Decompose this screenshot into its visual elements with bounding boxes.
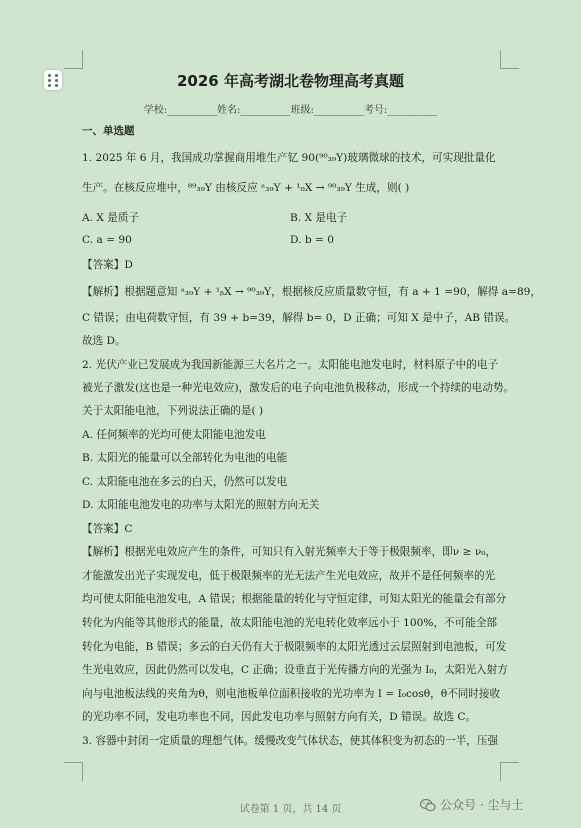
q2-stem-line-3: 关于太阳能电池，下列说法正确的是( ) [82,405,264,417]
q2-analysis-line-2: 才能激发出光子实现发电，低于极限频率的光无法产生光电效应，故并不是任何频率的光 [82,570,496,582]
section-heading: 一、单选题 [82,125,135,137]
q1-analysis-line-3: 故选 D。 [82,335,126,347]
wechat-icon [420,798,436,812]
q1-analysis-line-2: C 错误；由电荷数守恒，有 39 + b=39，解得 b= 0，D 正确；可知 X 是中子，AB 错误。 [82,312,516,324]
q1-stem-line-2: 生产。在核反应堆中，⁸⁹₃₉Y 由核反应 ᵃ₃₉Y + ¹₀X → ⁹⁰₃₉Y 生成，则( ) [82,182,410,194]
q2-answer: 【答案】C [82,523,133,535]
watermark-text: 公众号 · 尘与土 [440,798,524,812]
q2-analysis-line-6: 生光电效应，因此仍然可以发电，C 正确；设垂直于光传播方向的光强为 I₀，太阳光入射方 [82,664,508,676]
document-title: 2026 年高考湖北卷物理高考真题 [177,72,404,90]
q2-analysis-line-8: 的光功率不同，发电功率也不同，因此发电功率与照射方向有关，D 错误。故选 C。 [82,711,477,723]
q1-option-b: B. X 是电子 [290,212,348,224]
q1-option-d: D. b = 0 [290,234,334,246]
q2-analysis-line-5: 转化为电能，B 错误；多云的白天仍有大于极限频率的太阳光透过云层照射到电池板，可发 [82,641,507,653]
crop-mark-bottom-right [500,762,519,781]
q1-stem-line-1: 1. 2025 年 6 月，我国成功掌握商用堆生产钇 90(⁹⁰₃₉Y)玻璃微球的技术，可实现批量化 [82,152,496,164]
q2-analysis-line-4: 转化为内能等其他形式的能量，故太阳能电池的光电转化效率远小于 100%，不可能全部 [82,617,498,629]
watermark [420,796,523,813]
crop-mark-top-right [500,50,519,69]
q3-stem-line-1: 3. 容器中封闭一定质量的理想气体。缓慢改变气体状态，使其体积变为初态的一半，压强 [82,735,499,747]
q2-analysis-line-1: 【解析】根据光电效应产生的条件，可知只有入射光频率大于等于极限频率，即ν ≥ ν₀， [82,546,497,558]
student-info-line: 学校:__________姓名:__________班级:__________考号:__________ [143,105,438,116]
q2-option-a: A. 任何频率的光均可使太阳能电池发电 [82,429,266,441]
q2-analysis-line-7: 向与电池板法线的夹角为θ，则电池板单位面积接收的光功率为 I = I₀cosθ，θ不同时接收 [82,688,501,700]
q1-option-c: C. a = 90 [82,234,132,246]
crop-mark-top-left [64,50,83,69]
q2-option-c: C. 太阳能电池在多云的白天，仍然可以发电 [82,476,288,488]
q2-analysis-line-3: 均可使太阳能电池发电，A 错误；根据能量的转化与守恒定律，可知太阳光的能量会有部分 [82,593,507,605]
q2-stem-line-2: 被光子激发(这也是一种光电效应)，激发后的电子向电池负极移动，形成一个持续的电动势。 [82,382,515,394]
page-footer: 试卷第 1 页，共 14 页 [239,804,342,815]
q2-option-d: D. 太阳能电池发电的功率与太阳光的照射方向无关 [82,499,320,511]
q1-answer: 【答案】D [82,259,133,271]
q2-stem-line-1: 2. 光伏产业已发展成为我国新能源三大名片之一。太阳能电池发电时，材料原子中的电子 [82,359,499,371]
crop-mark-bottom-left [64,762,83,781]
q1-option-a: A. X 是质子 [82,212,140,224]
q1-analysis-line-1: 【解析】根据题意知 ᵃ₃₉Y + ¹ᵦX → ⁹⁰₃₉Y，根据核反应质量数守恒，有 a + 1 =90，解得 a=89， [82,286,542,298]
q2-option-b: B. 太阳光的能量可以全部转化为电池的电能 [82,452,288,464]
